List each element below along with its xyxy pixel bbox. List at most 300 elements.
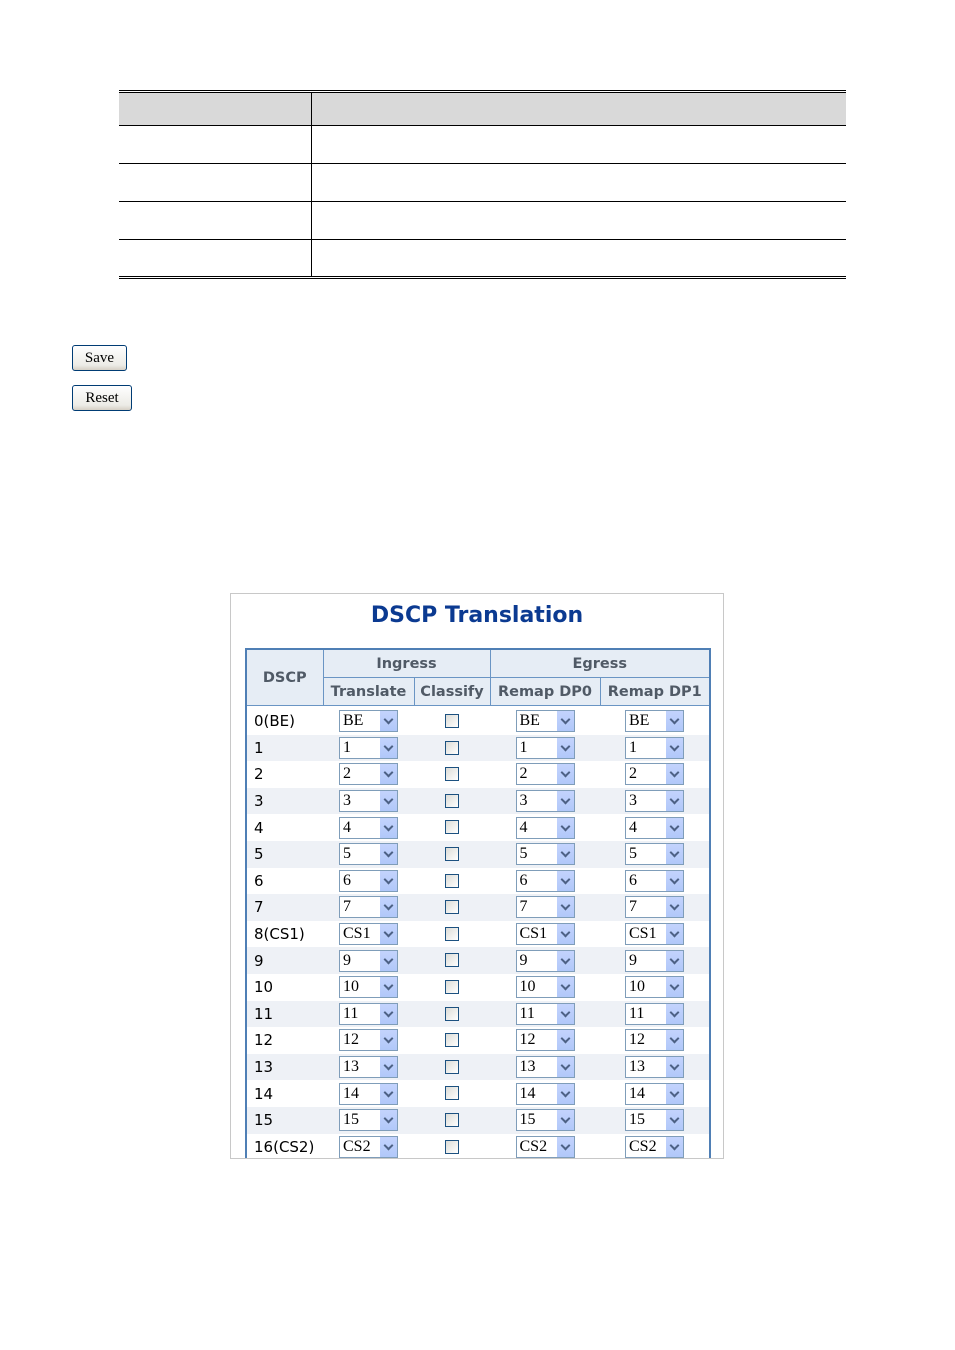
classify-checkbox[interactable] (445, 1140, 459, 1154)
remap-dp1-select[interactable] (625, 870, 684, 892)
table-row (246, 894, 710, 921)
chevron-down-icon[interactable] (556, 1030, 574, 1050)
classify-checkbox[interactable] (445, 714, 459, 728)
remap-dp1-cell (600, 1134, 710, 1160)
remap-dp0-cell (490, 1080, 600, 1107)
doc-table-cell (312, 126, 847, 164)
remap-dp0-cell (490, 947, 600, 974)
translate-value: 15 (343, 1111, 359, 1129)
egress-header: Egress (490, 649, 710, 678)
table-row (246, 841, 710, 868)
remap-dp0-cell (490, 1107, 600, 1134)
remap-dp0-cell (490, 1027, 600, 1054)
doc-table-header-cell-object (119, 92, 312, 126)
doc-table-cell (312, 164, 847, 202)
translate-select[interactable] (339, 763, 398, 785)
remap-dp1-select[interactable] (625, 763, 684, 785)
table-row (246, 706, 710, 735)
dscp-header: DSCP (246, 649, 323, 706)
remap-dp0-value: 2 (519, 765, 528, 783)
translate-value: 12 (343, 1031, 359, 1049)
translate-select[interactable] (339, 950, 398, 972)
remap-dp1-value: 1 (629, 738, 637, 756)
table-row (246, 1107, 710, 1134)
translate-cell (323, 1027, 414, 1054)
classify-cell (414, 841, 490, 868)
remap-dp0-value: 5 (519, 845, 528, 863)
classify-checkbox[interactable] (445, 900, 459, 914)
translate-value: 4 (343, 818, 351, 836)
table-row (246, 814, 710, 841)
chevron-down-icon[interactable] (379, 1004, 397, 1024)
chevron-down-icon[interactable] (556, 871, 574, 891)
remap-dp1-cell (600, 1080, 710, 1107)
remap-dp0-select[interactable] (516, 843, 575, 865)
classify-cell (414, 706, 490, 735)
remap-dp0-header: Remap DP0 (490, 678, 600, 706)
remap-dp0-value: BE (519, 712, 540, 730)
table-row (246, 1001, 710, 1028)
remap-dp0-cell (490, 1001, 600, 1028)
doc-table-row (119, 126, 846, 164)
chevron-down-icon[interactable] (665, 738, 683, 758)
remap-dp1-cell (600, 735, 710, 762)
remap-dp0-select[interactable] (516, 737, 575, 759)
chevron-down-icon[interactable] (379, 1057, 397, 1077)
classify-cell (414, 947, 490, 974)
translate-select[interactable] (339, 1109, 398, 1131)
remap-dp0-value: 3 (519, 792, 528, 810)
remap-dp0-select[interactable] (516, 763, 575, 785)
classify-checkbox[interactable] (445, 1060, 459, 1074)
dscp-translation-panel (230, 593, 724, 1159)
translate-select[interactable] (339, 1056, 398, 1078)
translate-select[interactable] (339, 1136, 398, 1158)
remap-dp1-value: 13 (629, 1058, 645, 1076)
translate-cell (323, 974, 414, 1001)
chevron-down-icon[interactable] (665, 1030, 683, 1050)
remap-dp1-cell (600, 921, 710, 948)
translate-header: Translate (323, 678, 414, 706)
translate-value: 6 (343, 871, 351, 889)
remap-dp0-cell (490, 761, 600, 788)
doc-table-header-row (119, 92, 846, 126)
chevron-down-icon[interactable] (379, 1030, 397, 1050)
translate-value: 3 (343, 792, 351, 810)
classify-checkbox[interactable] (445, 1113, 459, 1127)
remap-dp0-select[interactable] (516, 896, 575, 918)
remap-dp0-select[interactable] (516, 976, 575, 998)
classify-cell (414, 1107, 490, 1134)
dscp-value: 0(BE) (254, 712, 296, 731)
classify-cell (414, 761, 490, 788)
remap-dp1-value: 15 (629, 1111, 645, 1129)
remap-dp0-cell (490, 706, 600, 735)
translate-value: 2 (343, 765, 351, 783)
remap-dp0-value: 14 (519, 1084, 536, 1102)
remap-dp1-select[interactable] (625, 1029, 684, 1051)
dscp-value: 3 (254, 792, 264, 811)
classify-cell (414, 974, 490, 1001)
classify-cell (414, 921, 490, 948)
translate-select[interactable] (339, 870, 398, 892)
remap-dp1-select[interactable] (625, 790, 684, 812)
remap-dp0-value: 13 (519, 1058, 536, 1076)
chevron-down-icon[interactable] (556, 818, 574, 838)
chevron-down-icon[interactable] (379, 738, 397, 758)
remap-dp1-value: CS2 (629, 1137, 657, 1155)
chevron-down-icon[interactable] (556, 1110, 574, 1130)
chevron-down-icon[interactable] (665, 977, 683, 997)
translate-cell (323, 868, 414, 895)
translate-value: CS1 (343, 925, 371, 943)
remap-dp0-cell (490, 868, 600, 895)
classify-cell (414, 1080, 490, 1107)
remap-dp1-select[interactable] (625, 923, 684, 945)
chevron-down-icon[interactable] (556, 791, 574, 811)
dscp-value: 5 (254, 845, 264, 864)
doc-table-cell (312, 202, 847, 240)
translate-cell (323, 1107, 414, 1134)
remap-dp1-cell (600, 841, 710, 868)
classify-checkbox[interactable] (445, 741, 459, 755)
classify-checkbox[interactable] (445, 847, 459, 861)
chevron-down-icon[interactable] (379, 951, 397, 971)
translate-cell (323, 1001, 414, 1028)
dscp-value: 4 (254, 818, 264, 837)
chevron-down-icon[interactable] (665, 844, 683, 864)
chevron-down-icon[interactable] (379, 1084, 397, 1104)
translate-value: 13 (343, 1058, 359, 1076)
remap-dp1-cell (600, 761, 710, 788)
remap-dp1-select[interactable] (625, 1136, 684, 1158)
remap-dp1-cell (600, 1001, 710, 1028)
remap-dp1-cell (600, 947, 710, 974)
table-row (246, 735, 710, 762)
classify-cell (414, 1134, 490, 1160)
remap-dp1-value: 9 (629, 951, 637, 969)
chevron-down-icon[interactable] (556, 897, 574, 917)
remap-dp0-select[interactable] (516, 950, 575, 972)
remap-dp0-select[interactable] (516, 790, 575, 812)
translate-select[interactable] (339, 923, 398, 945)
table-row (246, 947, 710, 974)
remap-dp1-cell (600, 706, 710, 735)
dscp-value: 14 (254, 1084, 274, 1103)
translate-select[interactable] (339, 790, 398, 812)
translate-value: 11 (343, 1004, 359, 1022)
dscp-value: 6 (254, 871, 264, 890)
remap-dp1-select[interactable] (625, 1083, 684, 1105)
table-row (246, 788, 710, 815)
remap-dp0-cell (490, 735, 600, 762)
remap-dp0-select[interactable] (516, 870, 575, 892)
remap-dp1-select[interactable] (625, 950, 684, 972)
chevron-down-icon[interactable] (665, 871, 683, 891)
dscp-value: 12 (254, 1031, 274, 1050)
remap-dp1-cell (600, 1107, 710, 1134)
table-row (246, 1054, 710, 1081)
remap-dp1-value: 10 (629, 978, 645, 996)
chevron-down-icon[interactable] (379, 1110, 397, 1130)
dscp-value: 16(CS2) (254, 1137, 315, 1156)
translate-value: BE (343, 712, 364, 730)
dscp-value: 8(CS1) (254, 925, 305, 944)
translate-select[interactable] (339, 737, 398, 759)
classify-cell (414, 1001, 490, 1028)
classify-cell (414, 788, 490, 815)
dscp-table-body (246, 706, 710, 1160)
chevron-down-icon[interactable] (665, 897, 683, 917)
classify-checkbox[interactable] (445, 1086, 459, 1100)
remap-dp1-value: 7 (629, 898, 637, 916)
table-row (246, 761, 710, 788)
remap-dp1-select[interactable] (625, 1109, 684, 1131)
remap-dp0-cell (490, 788, 600, 815)
remap-dp0-select[interactable] (516, 710, 575, 732)
chevron-down-icon[interactable] (379, 871, 397, 891)
chevron-down-icon[interactable] (665, 1084, 683, 1104)
classify-checkbox[interactable] (445, 1033, 459, 1047)
translate-cell (323, 761, 414, 788)
classify-checkbox[interactable] (445, 874, 459, 888)
remap-dp1-select[interactable] (625, 896, 684, 918)
remap-dp0-value: CS2 (519, 1137, 548, 1155)
chevron-down-icon[interactable] (665, 764, 683, 784)
classify-cell (414, 894, 490, 921)
translate-value: 1 (343, 738, 351, 756)
remap-dp1-select[interactable] (625, 737, 684, 759)
remap-dp0-select[interactable] (516, 1056, 575, 1078)
table-row (246, 1027, 710, 1054)
translate-select[interactable] (339, 976, 398, 998)
dscp-value: 9 (254, 951, 264, 970)
chevron-down-icon[interactable] (556, 924, 574, 944)
dscp-value: 2 (254, 765, 264, 784)
classify-cell (414, 814, 490, 841)
remap-dp0-value: CS1 (519, 925, 548, 943)
remap-dp1-value: 6 (629, 871, 637, 889)
remap-dp1-cell (600, 974, 710, 1001)
remap-dp1-value: 2 (629, 765, 637, 783)
dscp-value: 13 (254, 1058, 274, 1077)
translate-cell (323, 1054, 414, 1081)
dscp-value: 15 (254, 1111, 274, 1130)
remap-dp1-value: 3 (629, 792, 637, 810)
classify-cell (414, 735, 490, 762)
remap-dp1-select[interactable] (625, 976, 684, 998)
classify-checkbox[interactable] (445, 820, 459, 834)
chevron-down-icon[interactable] (379, 897, 397, 917)
dscp-value: 11 (254, 1004, 274, 1023)
remap-dp0-cell (490, 841, 600, 868)
remap-dp0-value: 12 (519, 1031, 536, 1049)
remap-dp0-value: 10 (519, 978, 536, 996)
remap-dp0-value: 11 (519, 1004, 535, 1022)
remap-dp1-value: 4 (629, 818, 637, 836)
remap-dp1-header: Remap DP1 (600, 678, 710, 706)
translate-select[interactable] (339, 1003, 398, 1025)
chevron-down-icon[interactable] (379, 764, 397, 784)
chevron-down-icon[interactable] (379, 977, 397, 997)
chevron-down-icon[interactable] (665, 1137, 683, 1157)
dscp-translation-table (245, 648, 711, 1159)
doc-table-row (119, 240, 846, 278)
chevron-down-icon[interactable] (556, 844, 574, 864)
remap-dp1-select[interactable] (625, 710, 684, 732)
translate-select[interactable] (339, 710, 398, 732)
remap-dp1-cell (600, 814, 710, 841)
remap-dp0-value: 1 (519, 738, 528, 756)
remap-dp0-select[interactable] (516, 1029, 575, 1051)
remap-dp0-select[interactable] (516, 1083, 575, 1105)
doc-table-row (119, 202, 846, 240)
remap-dp0-value: 15 (519, 1111, 536, 1129)
remap-dp1-value: 12 (629, 1031, 645, 1049)
classify-header: Classify (414, 678, 490, 706)
classify-cell (414, 1054, 490, 1081)
chevron-down-icon[interactable] (665, 1057, 683, 1077)
doc-table-row (119, 164, 846, 202)
reset-button[interactable]: Reset (72, 385, 132, 411)
remap-dp0-cell (490, 1134, 600, 1160)
remap-dp0-value: 9 (519, 951, 528, 969)
chevron-down-icon[interactable] (665, 1110, 683, 1130)
chevron-down-icon[interactable] (379, 1137, 397, 1157)
remap-dp0-value: 7 (519, 898, 528, 916)
translate-value: CS2 (343, 1137, 371, 1155)
remap-dp0-select[interactable] (516, 1003, 575, 1025)
chevron-down-icon[interactable] (665, 924, 683, 944)
dscp-value: 10 (254, 978, 274, 997)
remap-dp1-value: 11 (629, 1004, 645, 1022)
remap-dp1-select[interactable] (625, 1056, 684, 1078)
doc-table-cell (312, 240, 847, 278)
remap-dp1-select[interactable] (625, 1003, 684, 1025)
doc-table-cell (119, 164, 312, 202)
chevron-down-icon[interactable] (556, 764, 574, 784)
remap-dp0-select[interactable] (516, 923, 575, 945)
doc-table-cell (119, 126, 312, 164)
classify-checkbox[interactable] (445, 794, 459, 808)
classify-checkbox[interactable] (445, 767, 459, 781)
translate-value: 10 (343, 978, 359, 996)
chevron-down-icon[interactable] (665, 818, 683, 838)
remap-dp1-cell (600, 788, 710, 815)
translate-cell (323, 841, 414, 868)
chevron-down-icon[interactable] (379, 818, 397, 838)
remap-dp0-value: 6 (519, 871, 528, 889)
chevron-down-icon[interactable] (556, 711, 574, 731)
translate-select[interactable] (339, 817, 398, 839)
translate-cell (323, 814, 414, 841)
translate-cell (323, 706, 414, 735)
chevron-down-icon[interactable] (556, 951, 574, 971)
remap-dp0-value: 4 (519, 818, 528, 836)
chevron-down-icon[interactable] (665, 791, 683, 811)
remap-dp1-value: 5 (629, 845, 637, 863)
translate-value: 7 (343, 898, 351, 916)
table-row (246, 1080, 710, 1107)
header-row-groups (246, 649, 710, 678)
translate-select[interactable] (339, 1029, 398, 1051)
save-button[interactable]: Save (72, 345, 127, 371)
parameter-description-table (119, 90, 846, 279)
dscp-value: 7 (254, 898, 264, 917)
chevron-down-icon[interactable] (556, 977, 574, 997)
chevron-down-icon[interactable] (556, 1137, 574, 1157)
chevron-down-icon[interactable] (665, 711, 683, 731)
classify-checkbox[interactable] (445, 953, 459, 967)
chevron-down-icon[interactable] (556, 738, 574, 758)
translate-value: 14 (343, 1084, 359, 1102)
ingress-header: Ingress (323, 649, 490, 678)
translate-value: 5 (343, 845, 351, 863)
table-row (246, 868, 710, 895)
translate-select[interactable] (339, 896, 398, 918)
doc-table-cell (119, 202, 312, 240)
remap-dp1-cell (600, 868, 710, 895)
remap-dp0-cell (490, 921, 600, 948)
doc-table-header-cell-description (312, 92, 847, 126)
translate-select[interactable] (339, 843, 398, 865)
translate-cell (323, 735, 414, 762)
chevron-down-icon[interactable] (556, 1004, 574, 1024)
translate-cell (323, 1080, 414, 1107)
remap-dp0-select[interactable] (516, 817, 575, 839)
remap-dp0-select[interactable] (516, 1109, 575, 1131)
page-title: DSCP Translation (370, 603, 584, 628)
remap-dp1-value: CS1 (629, 925, 657, 943)
translate-select[interactable] (339, 1083, 398, 1105)
chevron-down-icon[interactable] (379, 791, 397, 811)
remap-dp1-cell (600, 1054, 710, 1081)
classify-cell (414, 1027, 490, 1054)
dscp-value: 1 (254, 738, 264, 757)
translate-value: 9 (343, 951, 351, 969)
remap-dp0-cell (490, 974, 600, 1001)
translate-cell (323, 947, 414, 974)
remap-dp1-select[interactable] (625, 817, 684, 839)
table-row (246, 921, 710, 948)
translate-cell (323, 788, 414, 815)
chevron-down-icon[interactable] (379, 711, 397, 731)
table-row (246, 974, 710, 1001)
classify-cell (414, 868, 490, 895)
translate-cell (323, 894, 414, 921)
remap-dp0-select[interactable] (516, 1136, 575, 1158)
chevron-down-icon[interactable] (665, 1004, 683, 1024)
remap-dp1-cell (600, 894, 710, 921)
chevron-down-icon[interactable] (665, 951, 683, 971)
translate-cell (323, 921, 414, 948)
remap-dp1-value: BE (629, 712, 650, 730)
classify-checkbox[interactable] (445, 1007, 459, 1021)
remap-dp1-value: 14 (629, 1084, 645, 1102)
remap-dp0-cell (490, 1054, 600, 1081)
doc-table-cell (119, 240, 312, 278)
chevron-down-icon[interactable] (556, 1057, 574, 1077)
remap-dp1-select[interactable] (625, 843, 684, 865)
chevron-down-icon[interactable] (379, 844, 397, 864)
chevron-down-icon[interactable] (379, 924, 397, 944)
classify-checkbox[interactable] (445, 927, 459, 941)
classify-checkbox[interactable] (445, 980, 459, 994)
chevron-down-icon[interactable] (556, 1084, 574, 1104)
remap-dp0-cell (490, 814, 600, 841)
translate-cell (323, 1134, 414, 1160)
remap-dp1-cell (600, 1027, 710, 1054)
